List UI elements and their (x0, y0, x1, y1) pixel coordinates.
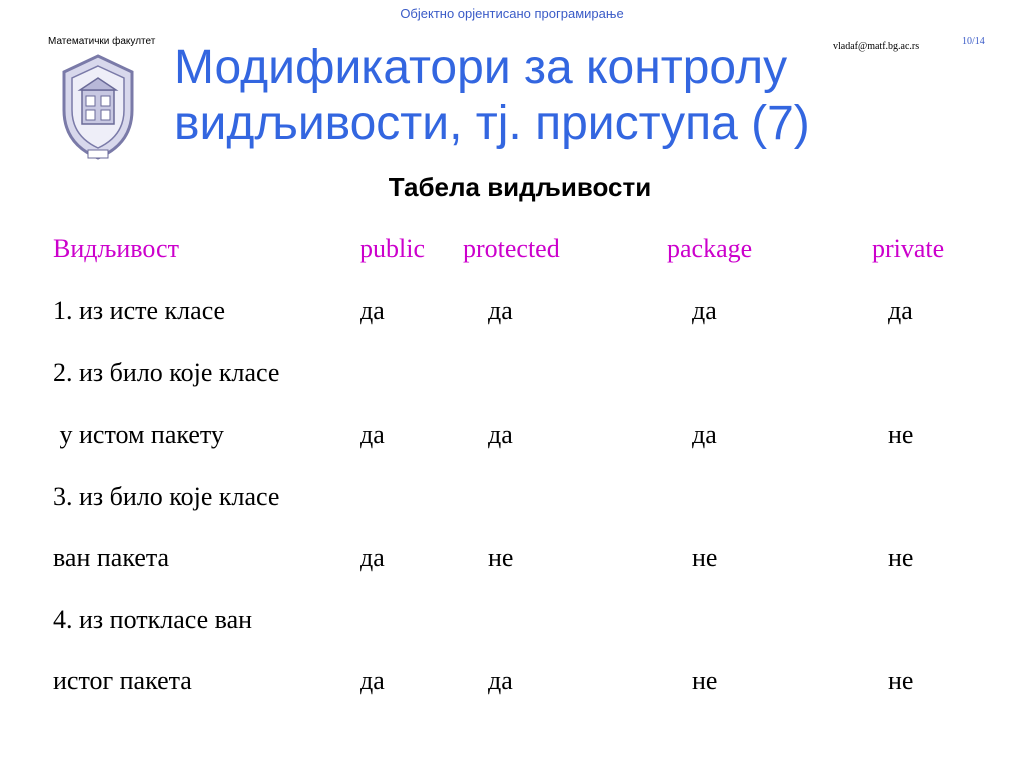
table-cell: не (692, 666, 718, 695)
table-cell: не (888, 666, 914, 695)
table-header-cell: public (360, 234, 425, 263)
table-cell: не (692, 543, 718, 572)
table-row-label: ван пакета (53, 543, 170, 572)
table-row-label: 3. из било које класе (53, 482, 280, 511)
table-cell: да (360, 296, 385, 325)
table-cell: да (360, 420, 385, 449)
table-cell: не (488, 543, 514, 572)
table-row-label: истог пакета (53, 666, 192, 695)
page-number: 10/14 (962, 36, 985, 47)
author-email: vladaf@matf.bg.ac.rs (833, 41, 920, 52)
table-cell: да (488, 420, 513, 449)
table-header-cell: private (872, 234, 945, 263)
slide-title (174, 40, 974, 152)
table-cell: не (888, 420, 914, 449)
slide-title-line-2: видљивости, тј. приступа (7) (174, 97, 810, 150)
table-cell: да (488, 296, 513, 325)
table-row-label: у истом пакету (53, 420, 224, 449)
table-header-cell: package (667, 234, 753, 263)
table-header-cell: Видљивост (53, 234, 179, 263)
faculty-name: Математички факултет (48, 36, 156, 47)
table-row-label: 2. из било које класе (53, 358, 280, 387)
table-cell: не (888, 543, 914, 572)
table-cell: да (488, 666, 513, 695)
table-header-cell: protected (463, 234, 560, 263)
course-title: Објектно орјентисано програмирање (400, 6, 624, 21)
faculty-seal-icon (58, 52, 138, 164)
table-cell: да (360, 543, 385, 572)
table-caption: Табела видљивости (388, 172, 652, 202)
table-row-label: 1. из исте класе (53, 296, 226, 325)
table-cell: да (360, 666, 385, 695)
slide-title-line-1: Модификатори за контролу (174, 41, 788, 94)
table-row-label: 4. из поткласе ван (53, 605, 253, 634)
table-cell: да (888, 296, 913, 325)
table-cell: да (692, 296, 717, 325)
table-cell: да (692, 420, 717, 449)
